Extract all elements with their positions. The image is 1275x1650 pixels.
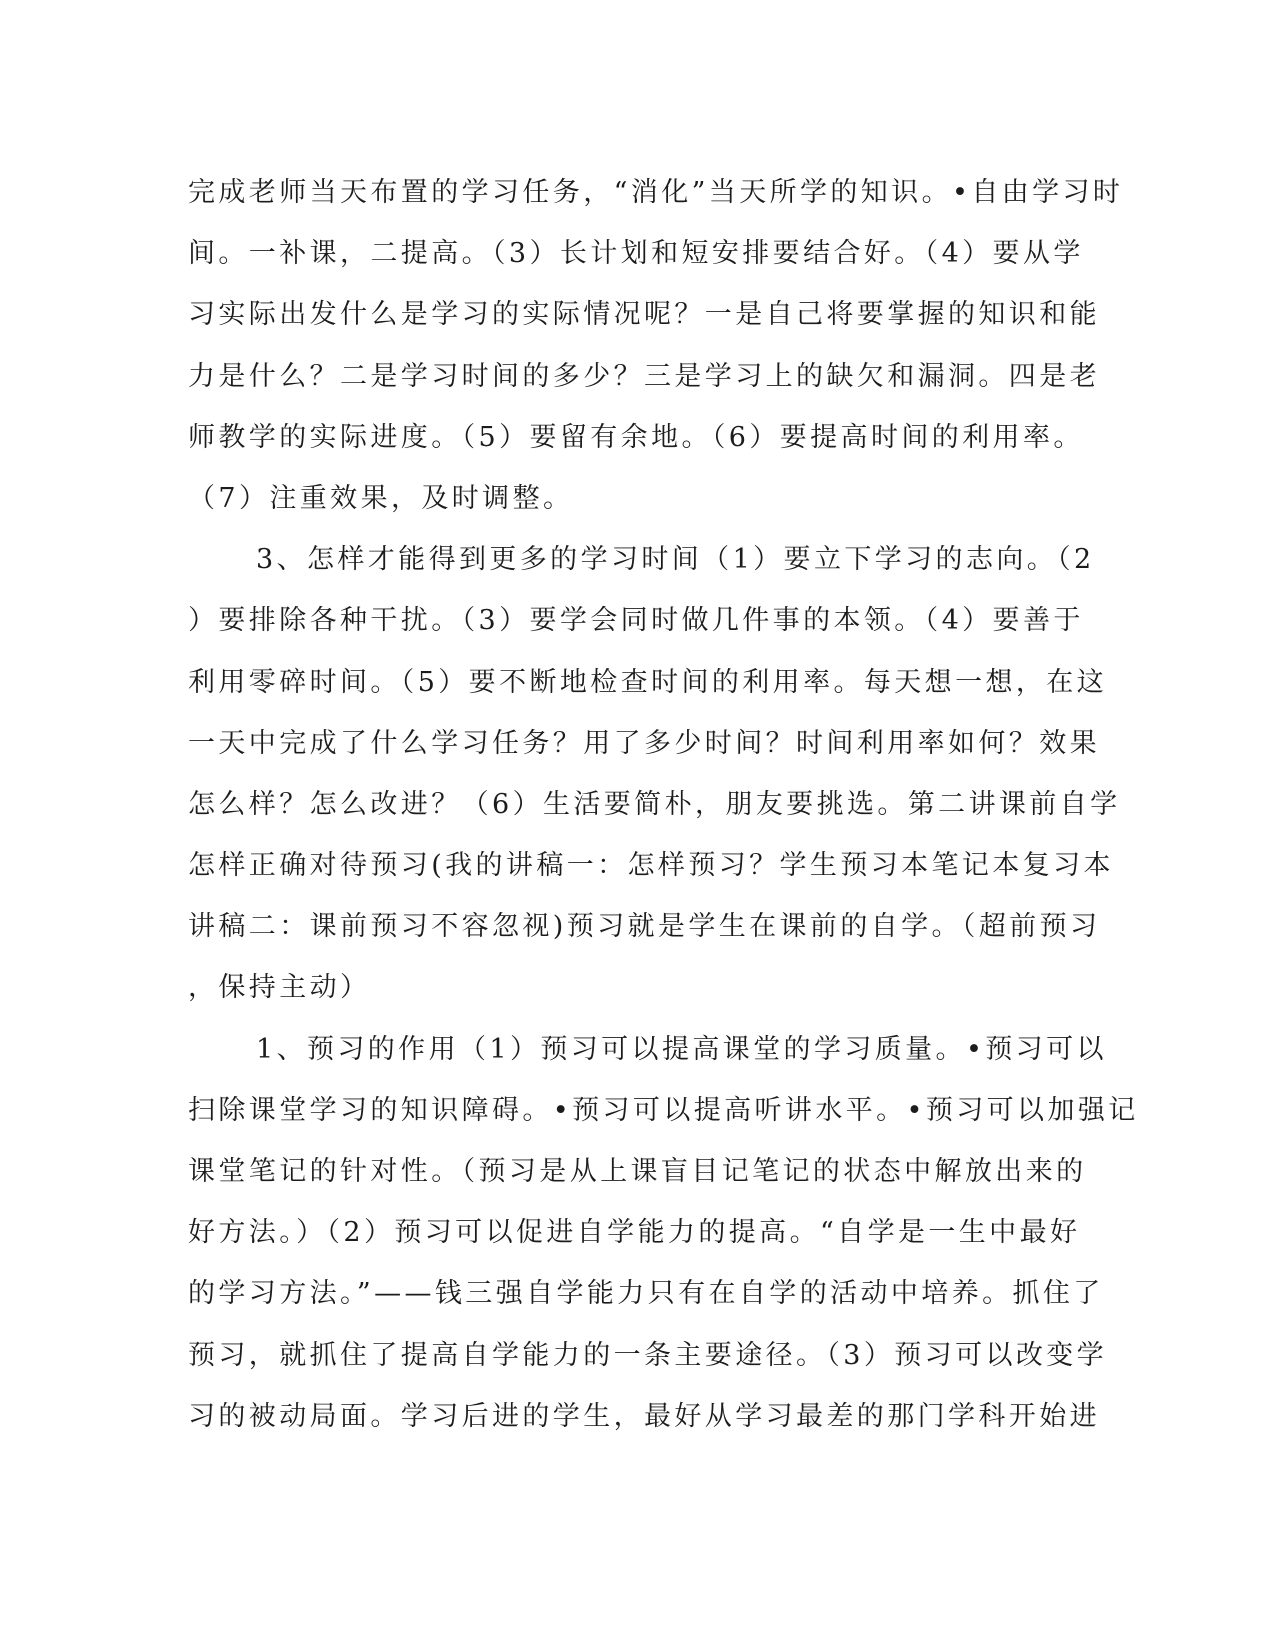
text-line: 扫除课堂学习的知识障碍。•预习可以提高听讲水平。•预习可以加强记 (188, 1094, 1139, 1126)
text-line: 怎样正确对待预习(我的讲稿一：怎样预习？学生预习本笔记本复习本 (188, 850, 1114, 882)
body-text (188, 162, 1139, 1447)
text-line: 习实际出发什么是学习的实际情况呢？一是自己将要掌握的知识和能 (188, 299, 1100, 331)
paragraph-start-line: 3、怎样才能得到更多的学习时间（1）要立下学习的志向。（2 (256, 544, 1095, 576)
text-line: ，保持主动） (188, 972, 371, 1004)
text-line: 一天中完成了什么学习任务？用了多少时间？时间利用率如何？效果 (188, 727, 1100, 759)
text-line: 完成老师当天布置的学习任务，“消化”当天所学的知识。•自由学习时 (188, 177, 1124, 208)
text-line: 利用零碎时间。（5）要不断地检查时间的利用率。每天想一想，在这 (188, 666, 1108, 698)
text-line: 怎么样？怎么改进？（6）生活要简朴，朋友要挑选。第二讲课前自学 (188, 788, 1121, 820)
text-line: 师教学的实际进度。（5）要留有余地。（6）要提高时间的利用率。 (188, 421, 1084, 453)
text-line: 间。一补课，二提高。（3）长计划和短安排要结合好。（4）要从学 (188, 238, 1084, 270)
paragraph-start-line: 1、预习的作用（1）预习可以提高课堂的学习质量。•预习可以 (256, 1033, 1107, 1065)
text-line: 习的被动局面。学习后进的学生，最好从学习最差的那门学科开始进 (188, 1400, 1100, 1432)
text-line: 预习，就抓住了提高自学能力的一条主要途径。（3）预习可以改变学 (188, 1339, 1108, 1371)
text-line: （7）注重效果，及时调整。 (188, 482, 574, 514)
text-line: 的学习方法。”——钱三强自学能力只有在自学的活动中培养。抓住了 (188, 1278, 1104, 1310)
text-line: 课堂笔记的针对性。（预习是从上课盲目记笔记的状态中解放出来的 (188, 1156, 1087, 1187)
text-line: 好方法。）（2）预习可以促进自学能力的提高。“自学是一生中最好 (188, 1217, 1081, 1249)
text-line: 力是什么？二是学习时间的多少？三是学习上的缺欠和漏洞。四是老 (188, 360, 1100, 392)
text-line: 讲稿二：课前预习不容忽视)预习就是学生在课前的自学。（超前预习 (188, 911, 1101, 943)
text-line: ）要排除各种干扰。（3）要学会同时做几件事的本领。（4）要善于 (188, 605, 1084, 637)
